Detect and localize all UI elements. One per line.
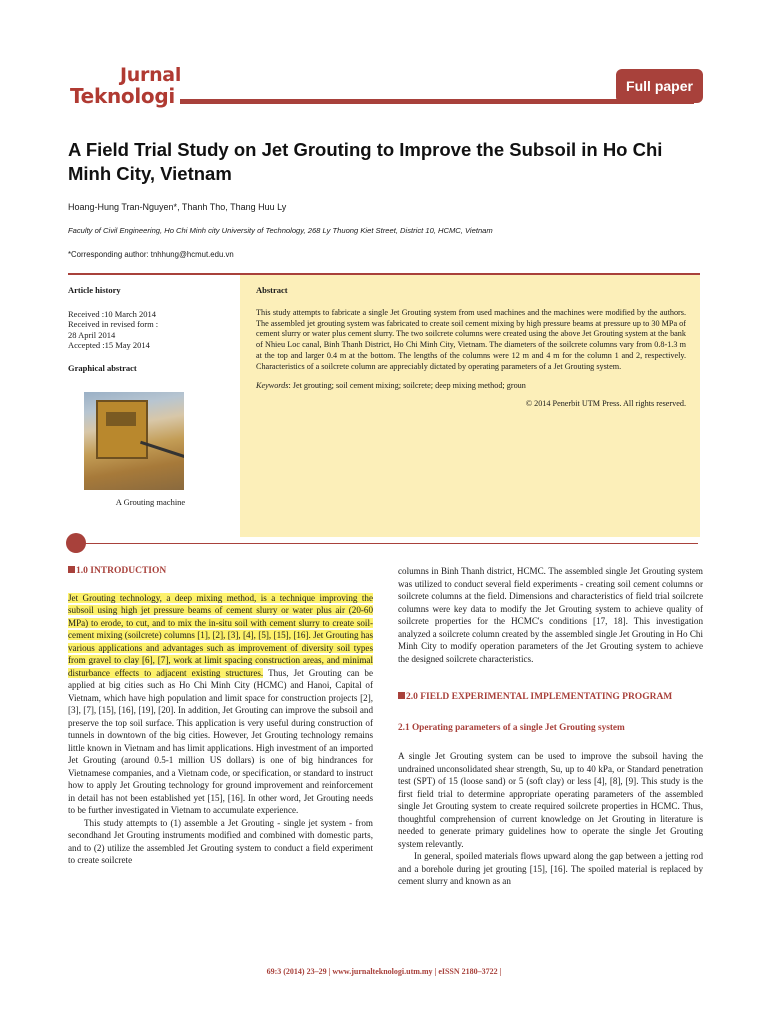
section-2-heading bbox=[398, 691, 703, 704]
section-marker-icon bbox=[398, 692, 405, 699]
article-sidebar bbox=[68, 285, 233, 373]
article-history-heading: Article history bbox=[68, 285, 121, 295]
left-column bbox=[68, 565, 373, 867]
decorative-circle bbox=[66, 533, 86, 553]
abstract bbox=[256, 285, 686, 410]
abstract-heading: Abstract bbox=[256, 285, 288, 295]
right-paragraph-2: A single Jet Grouting system can be used to improve the subsoil having the undrained unconsolidated shear strength, Su, up to 40 kPa, or Standard penetration test (SPT) of 15 (loose sand) or 5 (soft clay) or less [4], [8], [9]. This study is the first field trial to determine appropriate operating parameters of the assembled single Jet Grouting system to create required soilcrete properties in HCMC. Thus, thoughtful comprehension of current knowledge on Jet Grouting in literature is needed to generate primary guidelines how to operate the single Jet Grouting system relevantly. bbox=[398, 751, 703, 849]
abstract-bottom-rule bbox=[70, 543, 698, 544]
intro-paragraph-1-rest: Thus, Jet Grouting can be applied at big cities such as Ho Chi Minh City (HCMC) and Hanoi, Capital of Vietnam, which have high population and limit space for construction projects [2], [3], [7], [15], [16], [19], [20]. In addition, Jet Grouting can improve the subsoil and preserve the top soil surface. This application is very useful during construction of tunnels in downtown of the big cities. However, Jet Grouting technology remains little known in Vietnam and has limit applications. High investment of an imported Jet Grouting (around 0.5-1 million US dollars) is one of big hindrances for Vietnamese companies, and a Vietnam code, or specification, or standard to instruct how to apply Jet Grouting technology for ground improvement and reinforcement in detail has not been established yet [15], [16]. In other word, Jet Grouting needs to be further investigated in Vietnam to accumulate experience. bbox=[68, 667, 373, 815]
intro-paragraph-2: This study attempts to (1) assemble a Jet Grouting - single jet system - from secondhand Jet Grouting instruments modified and combined with domestic parts, and to (2) utilize the assembled Jet Grouting system to conduct a field experiment to create soilcrete bbox=[68, 817, 373, 865]
corresponding-author: *Corresponding author: tnhhung@hcmut.edu.vn bbox=[68, 250, 234, 259]
revised-date: 28 April 2014 bbox=[68, 329, 116, 340]
authors: Hoang-Hung Tran-Nguyen*, Thanh Tho, Thang Huu Ly bbox=[68, 202, 287, 212]
journal-logo-line1: Jurnal bbox=[120, 64, 182, 86]
received-date: Received :10 March 2014 bbox=[68, 308, 157, 319]
journal-logo bbox=[70, 66, 181, 106]
abstract-text: This study attempts to fabricate a single Jet Grouting system from used machines and the machines were modified by the authors. The assembled jet grouting system was fabricated to create soil cement mixing by high pressure beams at pressure up to 30 MPa of cement slurry or water plus cement slurry. The two soilcrete columns were created using the above Jet Grouting system at the bank of Nhieu Loc canal, Binh Thanh District, Ho Chi Minh City, Vietnam. The diameters of the soilcrete columns vary from 0.8-1.3 m at the top and larger 0.4 m at the bottom. The lengths of the columns were 12 m and 4 m for the column 1 and 2, respectively. Characteristics of a soilcrete column are appreciably dictated by operating parameters of a Jet Grouting system. bbox=[256, 307, 686, 371]
machine-shape bbox=[96, 400, 148, 459]
introduction-heading bbox=[68, 565, 373, 578]
introduction-heading-text: 1.0 INTRODUCTION bbox=[76, 566, 167, 576]
subsection-2-1-heading: 2.1 Operating parameters of a single Jet Grouting system bbox=[398, 722, 625, 733]
keywords-text: : Jet grouting; soil cement mixing; soilcrete; deep mixing method; groun bbox=[288, 380, 526, 390]
journal-logo-line2: Teknologi bbox=[70, 84, 175, 108]
article-history bbox=[68, 309, 233, 351]
intro-paragraph-1 bbox=[68, 592, 373, 817]
right-paragraph-3: In general, spoiled materials flows upward along the gap between a jetting rod and a borehole during jet grouting [15], [16]. The spoiled material is replaced by cement slurry and known as an bbox=[398, 851, 703, 886]
section-2-heading-text: 2.0 FIELD EXPERIMENTAL IMPLEMENTATING PROGRAM bbox=[406, 692, 673, 702]
right-column bbox=[398, 565, 703, 888]
grouting-machine-photo bbox=[84, 392, 184, 490]
keywords-label: Keywords bbox=[256, 380, 289, 390]
paper-title: A Field Trial Study on Jet Grouting to Improve the Subsoil in Ho Chi Minh City, Vietnam bbox=[68, 139, 663, 184]
full-paper-badge: Full paper bbox=[616, 69, 703, 103]
copyright: © 2014 Penerbit UTM Press. All rights reserved. bbox=[525, 399, 686, 409]
highlighted-text: Jet Grouting technology, a deep mixing method, is a technique improving the subsoil using high jet pressure beams of cement slurry or water plus air (20-60 MPa) to erode, to cut, and to mix the in-situ soil with cement slurry to create soil-cement mixing (soilcrete) columns [1], [2], [3], [4], [5], [15], [16]. Jet Grouting has various applications and advantages such as improvement of diversity soil types from gravel to clay [6], [7], work at limit spacing construction areas, and minimal disturbance effects to adjacent existing structures. bbox=[68, 592, 373, 678]
right-paragraph-1: columns in Binh Thanh district, HCMC. The assembled single Jet Grouting system was utilized to conduct several field experiments - creating soil cement columns or soilcrete columns at the field. Dimensions and characteristics of field trial soilcrete columns were key data to modify the Jet Grouting system to achieve quality of soilcrete properties for the HCMC's conditions [17, 18]. This investigation analyzed a soilcrete column created by the assembled single Jet Grouting in Ho Chi Minh City to modify operation parameters of the Jet Grouting system to achieve the designed soilcrete characteristics. bbox=[398, 566, 703, 664]
affiliation: Faculty of Civil Engineering, Ho Chi Minh city University of Technology, 268 Ly Thuong Kiet Street, District 10, HCMC, Vietnam bbox=[68, 226, 493, 235]
page-footer: 69:3 (2014) 23–29 | www.jurnalteknologi.utm.my | eISSN 2180–3722 | bbox=[266, 967, 502, 976]
graphical-abstract-caption: A Grouting machine bbox=[115, 497, 186, 507]
graphical-abstract-heading: Graphical abstract bbox=[68, 362, 137, 373]
revised-label: Received in revised form : bbox=[68, 319, 159, 329]
keywords bbox=[256, 381, 686, 392]
section-marker-icon bbox=[68, 566, 75, 573]
accepted-date: Accepted :15 May 2014 bbox=[68, 340, 150, 350]
